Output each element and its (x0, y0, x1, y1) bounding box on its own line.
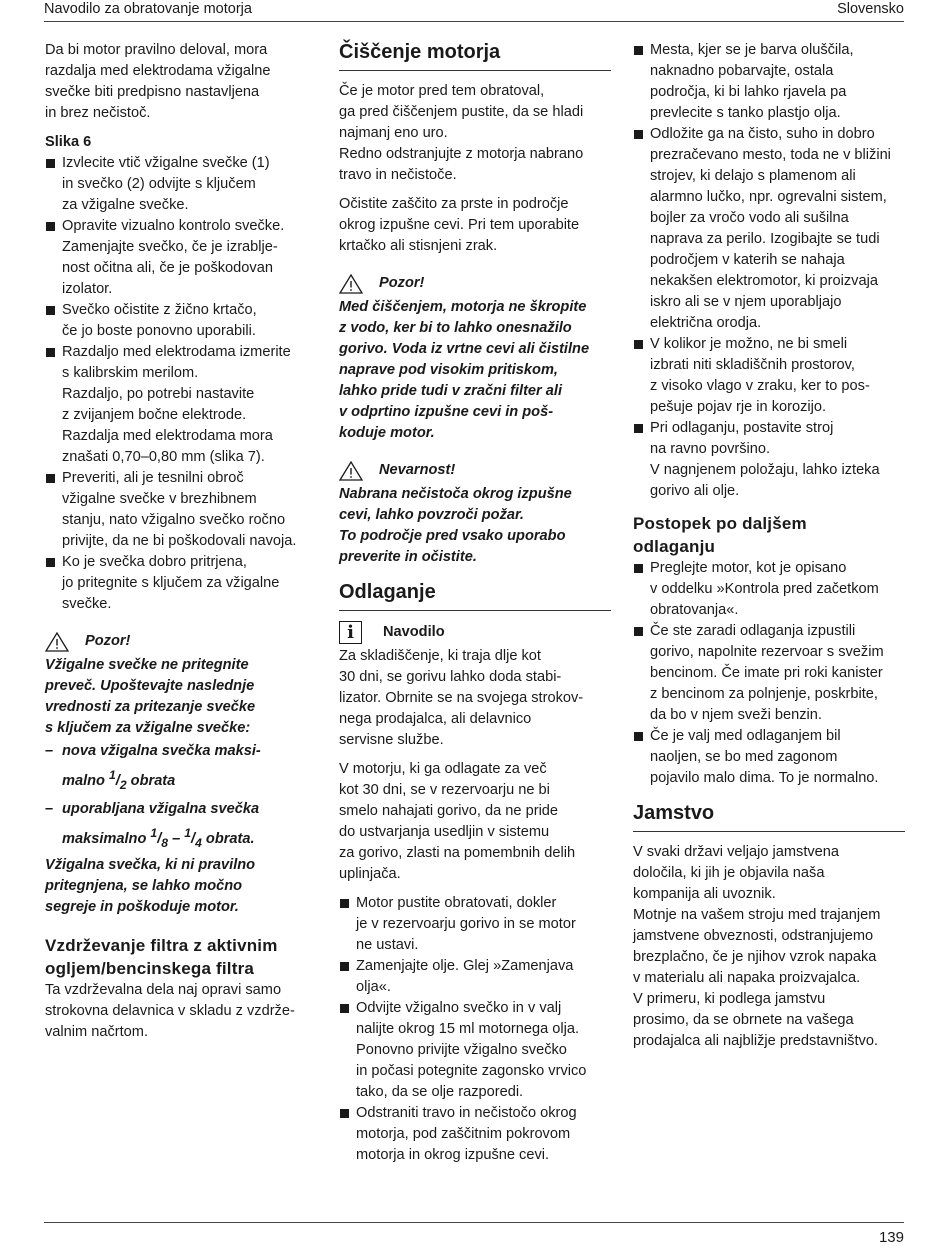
bullet-icon (46, 306, 55, 315)
page-number: 139 (878, 1229, 904, 1246)
bullet-icon (340, 1004, 349, 1013)
info-icon: i (339, 621, 362, 644)
bullet-icon (46, 558, 55, 567)
warning-tail-text: Vžigalna svečka, ki ni pravilno pritegnjena, se lahko močno segreje in poškoduje motor. (45, 856, 256, 915)
list-item: Zamenjajte olje. Glej »Zamenjava olja«. (339, 956, 611, 998)
bullet-icon (634, 340, 643, 349)
bullet-icon (634, 46, 643, 55)
storage-steps (339, 893, 611, 1166)
storage-text: V motorju, ki ga odlagate za več kot 30 dni, se v rezervoarju ne bi smelo nahajati gorivo, da ne pride do ustvarjanja usedljin v sistemu za gorivo, zlasti na pomembnih delih uplinjača. (339, 761, 576, 882)
storage-title: Odlaganje (339, 580, 611, 611)
list-item: Svečko očistite z žično krtačo, če jo boste ponovno uporabili. (45, 300, 317, 342)
list-item: Pri odlaganju, postavite stroj na ravno površino. V nagnjenem položaju, lahko izteka gorivo ali olje. (633, 418, 905, 502)
list-item: Odložite ga na čisto, suho in dobro prezračevano mesto, toda ne v bližini strojev, ki delajo s plamenom ali alarmno lučko, npr. ogrevalni sistem, bojler za vročo vodo ali sušilna naprava za perilo. Izogibajte se tudi področjem v katerih se nahaja nekakšen elektromotor, ki proizvaja iskro ali se v njem uporabljajo električna orodja. (633, 124, 905, 334)
filter-maintenance-text: Ta vzdrževalna dela naj opravi samo strokovna delavnica v skladu z vzdrže- valnim načrtom. (45, 981, 295, 1040)
note-text: Za skladiščenje, ki traja dlje kot 30 dni, se gorivu lahko doda stabi- lizator. Obrnite se na svojega strokov- nega prodajalca, ali delavnico servisne službe. (339, 648, 584, 748)
cleaning-title: Čiščenje motorja (339, 40, 611, 71)
bullet-icon (340, 1109, 349, 1118)
spark-plug-steps (45, 153, 317, 615)
warning-triangle-icon (45, 632, 69, 652)
list-item: Razdaljo med elektrodama izmerite s kalibrskim merilom. Razdaljo, po potrebi nastavite z zvijanjem bočne elektrode. Razdalja med elektrodama mora znašati 0,70–0,80 mm (slika 7). (45, 342, 317, 468)
bullet-icon (46, 348, 55, 357)
storage-steps-continued (633, 40, 905, 502)
filter-maintenance-title: Vzdrževanje filtra z aktivnim ogljem/bencinskega filtra (45, 935, 278, 978)
after-storage-title: Postopek po daljšem odlaganju (633, 514, 807, 556)
page-header (44, 0, 904, 22)
warning-triangle-icon (339, 274, 363, 294)
list-item: – uporabljana vžigalna svečka maksimalno $^1/_8 - ^1/_4$ obrata. (45, 800, 260, 850)
bullet-icon (634, 564, 643, 573)
after-storage-steps (633, 558, 905, 789)
footer-divider (44, 1222, 904, 1223)
column-2 (339, 40, 611, 1166)
spark-plug-intro: Da bi motor pravilno deloval, mora razdalja med elektrodama vžigalne svečke biti predpisno nastavljena in brez nečistoč. (45, 42, 271, 121)
warning-heading: Pozor! (339, 273, 611, 294)
cleaning-text-1: Če je motor pred tem obratoval, ga pred čiščenjem pustite, da se hladi najmanj eno uro. Redno odstranjujte z motorja nabrano travo in nečistoče. (339, 83, 584, 183)
list-item: Mesta, kjer se je barva oluščila, naknadno pobarvajte, ostala področja, ki bi lahko rjavela pa prevlecite s tanko plastjo olja. (633, 40, 905, 124)
warranty-text: V svaki državi veljajo jamstvena določila, ki jih je objavila naša kompanija ali uvoznik. Motnje na vašem stroju med trajanjem jamstvene obveznosti, odstranjujemo brezplačno, če je njihov vzrok napaka v materialu ali napaka proizvajalca. V primeru, ki podlega jamstvu prosimo, da se obrnete na vašega prodajalca ali najbližje predstavništvo. (633, 844, 881, 1049)
bullet-icon (46, 474, 55, 483)
bullet-icon (46, 159, 55, 168)
danger-text: Nabrana nečistoča okrog izpušne cevi, lahko povzroči požar. To področje pred vsako uporabo preverite in očistite. (339, 486, 572, 565)
list-item: Opravite vizualno kontrolo svečke. Zamenjajte svečko, če je izrablje- nost očitna ali, če je poškodovan izolator. (45, 216, 317, 300)
warning-triangle-icon (339, 461, 363, 481)
bullet-icon (340, 899, 349, 908)
figure-label: Slika 6 (45, 134, 92, 150)
warning-heading: Pozor! (45, 631, 317, 652)
bullet-icon (340, 962, 349, 971)
list-item: Motor pustite obratovati, dokler je v rezervoarju gorivo in se motor ne ustavi. (339, 893, 611, 956)
cleaning-text-2: Očistite zaščito za prste in področje okrog izpušne cevi. Pri tem uporabite krtačko ali stisnjeni zrak. (339, 196, 580, 254)
danger-heading: Nevarnost! (339, 460, 611, 481)
list-item: Izvlecite vtič vžigalne svečke (1) in svečko (2) odvijte s ključem za vžigalne svečke. (45, 153, 317, 216)
torque-list (45, 739, 317, 855)
list-item: – nova vžigalna svečka maksi- malno $^1/_2$ obrata (45, 743, 261, 792)
document-title: Navodilo za obratovanje motorja (44, 1, 252, 17)
bullet-icon (634, 732, 643, 741)
list-item: Če ste zaradi odlaganja izpustili gorivo, napolnite rezervoar s svežim bencinom. Če imate pri roki kanister z bencinom za polnjenje, poskrbite, da bo v njem sveži benzin. (633, 621, 905, 726)
note-heading: i Navodilo (339, 621, 611, 644)
language-label: Slovensko (837, 1, 904, 17)
list-item: Če je valj med odlaganjem bil naoljen, se bo med zagonom pojavilo malo dima. To je normalno. (633, 726, 905, 789)
bullet-icon (634, 627, 643, 636)
warning-text: Vžigalne svečke ne pritegnite preveč. Upoštevajte naslednje vrednosti za pritezanje svečke s ključem za vžigalne svečke: (45, 657, 256, 736)
bullet-icon (634, 424, 643, 433)
list-item: V kolikor je možno, ne bi smeli izbrati niti skladiščnih prostorov, z visoko vlago v zraku, ker to pos- pešuje pojav rje in korozijo. (633, 334, 905, 418)
column-1 (45, 40, 317, 1043)
list-item: Odvijte vžigalno svečko in v valj nalijte okrog 15 ml motornega olja. Ponovno privijte vžigalno svečko in počasi potegnite zagonsko vrvico tako, da se olje razporedi. (339, 998, 611, 1103)
list-item: Preveriti, ali je tesnilni obroč vžigalne svečke v brezhibnem stanju, nato vžigalno svečko ročno privijte, da ne bi poškodovali navoja. (45, 468, 317, 552)
list-item: Ko je svečka dobro pritrjena, jo pritegnite s ključem za vžigalne svečke. (45, 552, 317, 615)
warning-text: Med čiščenjem, motorja ne škropite z vodo, ker bi to lahko onesnažilo gorivo. Voda iz vrtne cevi ali čistilne naprave pod visokim pritiskom, lahko pride tudi v zračni filter ali v odprtino izpušne cevi in poš- koduje motor. (339, 299, 590, 441)
list-item: Preglejte motor, kot je opisano v oddelku »Kontrola pred začetkom obratovanja«. (633, 558, 905, 621)
warranty-title: Jamstvo (633, 801, 905, 832)
bullet-icon (634, 130, 643, 139)
column-3 (633, 40, 905, 1052)
bullet-icon (46, 222, 55, 231)
list-item: Odstraniti travo in nečistočo okrog motorja, pod zaščitnim pokrovom motorja in okrog izpušne cevi. (339, 1103, 611, 1166)
